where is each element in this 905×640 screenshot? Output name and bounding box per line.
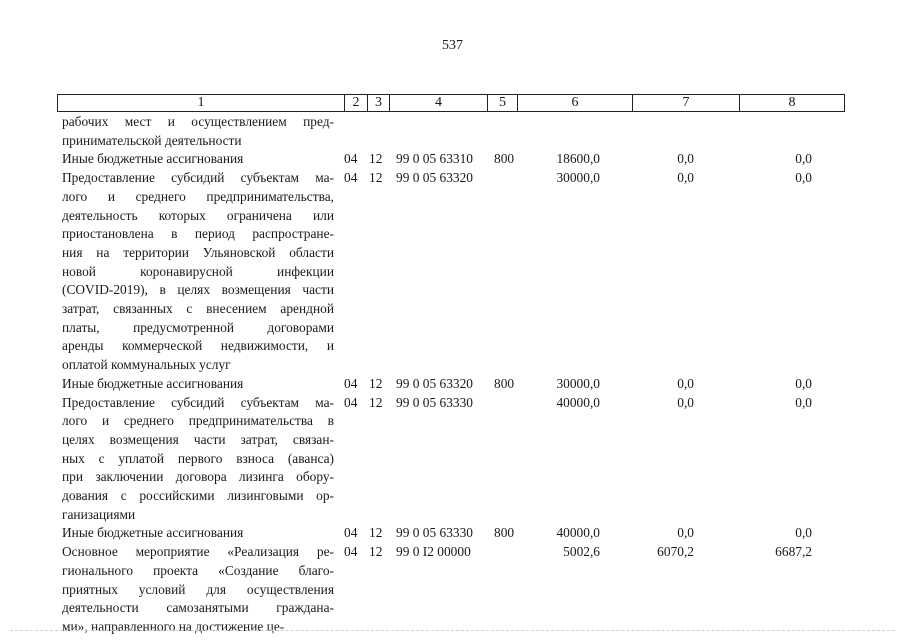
cell-c3: 12 [369,525,383,541]
row-description [62,394,334,525]
cell-c4: 99 0 05 63310 [396,151,473,167]
cell-c7: 0,0 [677,151,694,167]
cell-c8: 0,0 [795,525,812,541]
cell-c3: 12 [369,544,383,560]
description-line: затрат, связанных с внесением арендной [62,301,334,317]
description-line: дования с российскими лизинговыми ор- [62,488,334,504]
cell-c7: 0,0 [677,170,694,186]
row-description [62,524,334,543]
cell-c4: 99 0 I2 00000 [396,544,471,560]
cell-c5: 800 [494,151,515,167]
cell-c3: 12 [369,170,383,186]
description-line: ганизациями [62,506,136,522]
cell-c8: 0,0 [795,394,812,410]
cell-c3: 12 [369,375,383,391]
description-line: гионального проекта «Создание благо- [62,562,334,578]
description-line: Иные бюджетные ассигнования [62,151,244,167]
cell-c2: 04 [344,375,358,391]
cell-c7: 6070,2 [657,544,694,560]
cell-c5: 800 [494,375,515,391]
cell-c6: 30000,0 [556,375,600,391]
page-number: 537 [442,38,463,53]
cell-c4: 99 0 05 63320 [396,375,473,391]
cell-c4: 99 0 05 63320 [396,170,473,186]
cell-c7: 0,0 [677,375,694,391]
description-line: целях возмещения части затрат, связан- [62,431,334,447]
cell-c3: 12 [369,151,383,167]
header-col-5: 5 [488,95,518,111]
cell-c8: 6687,2 [775,544,812,560]
cell-c7: 0,0 [677,394,694,410]
header-col-4: 4 [390,95,488,111]
description-line: деятельность которых ограничена или [62,207,334,223]
cell-c6: 18600,0 [556,151,600,167]
description-line: Предоставление субсидий субъектам ма- [62,394,334,410]
cell-c4: 99 0 05 63330 [396,394,473,410]
header-col-2: 2 [345,95,368,111]
description-line: платы, предусмотренной договорами [62,319,334,335]
scan-edge-divider [10,630,895,632]
cell-c4: 99 0 05 63330 [396,525,473,541]
description-line: деятельности самозанятыми граждана- [62,600,334,616]
cell-c2: 04 [344,170,358,186]
row-description [62,113,334,150]
description-line: приостановлена в период распростране- [62,226,334,242]
description-line: приятных условий для осуществления [62,581,334,597]
cell-c6: 30000,0 [556,170,600,186]
cell-c2: 04 [344,544,358,560]
header-col-1: 1 [58,95,345,111]
description-line: оплатой коммунальных услуг [62,357,231,373]
description-line: ния на территории Ульяновской области [62,244,334,260]
description-line: Иные бюджетные ассигнования [62,525,244,541]
row-description [62,169,334,375]
cell-c8: 0,0 [795,375,812,391]
description-line: при заключении договора лизинга обору- [62,469,334,485]
description-line: аренды коммерческой недвижимости, и [62,338,334,354]
description-line: новой коронавирусной инфекции [62,263,334,279]
cell-c5: 800 [494,525,515,541]
cell-c6: 5002,6 [563,544,600,560]
description-line: Основное мероприятие «Реализация ре- [62,544,334,560]
description-line: Предоставление субсидий субъектам ма- [62,170,334,186]
cell-c2: 04 [344,394,358,410]
row-description [62,375,334,394]
cell-c7: 0,0 [677,525,694,541]
header-col-6: 6 [518,95,633,111]
row-description [62,543,334,637]
row-description [62,150,334,169]
cell-c6: 40000,0 [556,525,600,541]
cell-c3: 12 [369,394,383,410]
description-line: рабочих мест и осуществлением пред- [62,114,334,129]
cell-c8: 0,0 [795,170,812,186]
description-line: (COVID-2019), в целях возмещения части [62,282,334,298]
cell-c2: 04 [344,151,358,167]
header-col-7: 7 [633,95,740,111]
description-line: ных с уплатой первого взноса (аванса) [62,450,334,466]
table-header-row [57,94,845,112]
cell-c2: 04 [344,525,358,541]
header-col-3: 3 [368,95,390,111]
description-line: ми», направленного на достижение це- [62,618,285,634]
cell-c8: 0,0 [795,151,812,167]
description-line: лого и среднего предпринимательства, [62,188,334,204]
cell-c6: 40000,0 [556,394,600,410]
header-col-8: 8 [788,95,796,110]
description-line: Иные бюджетные ассигнования [62,375,244,391]
description-line: принимательской деятельности [62,132,242,148]
description-line: лого и среднего предпринимательства в [62,413,334,429]
